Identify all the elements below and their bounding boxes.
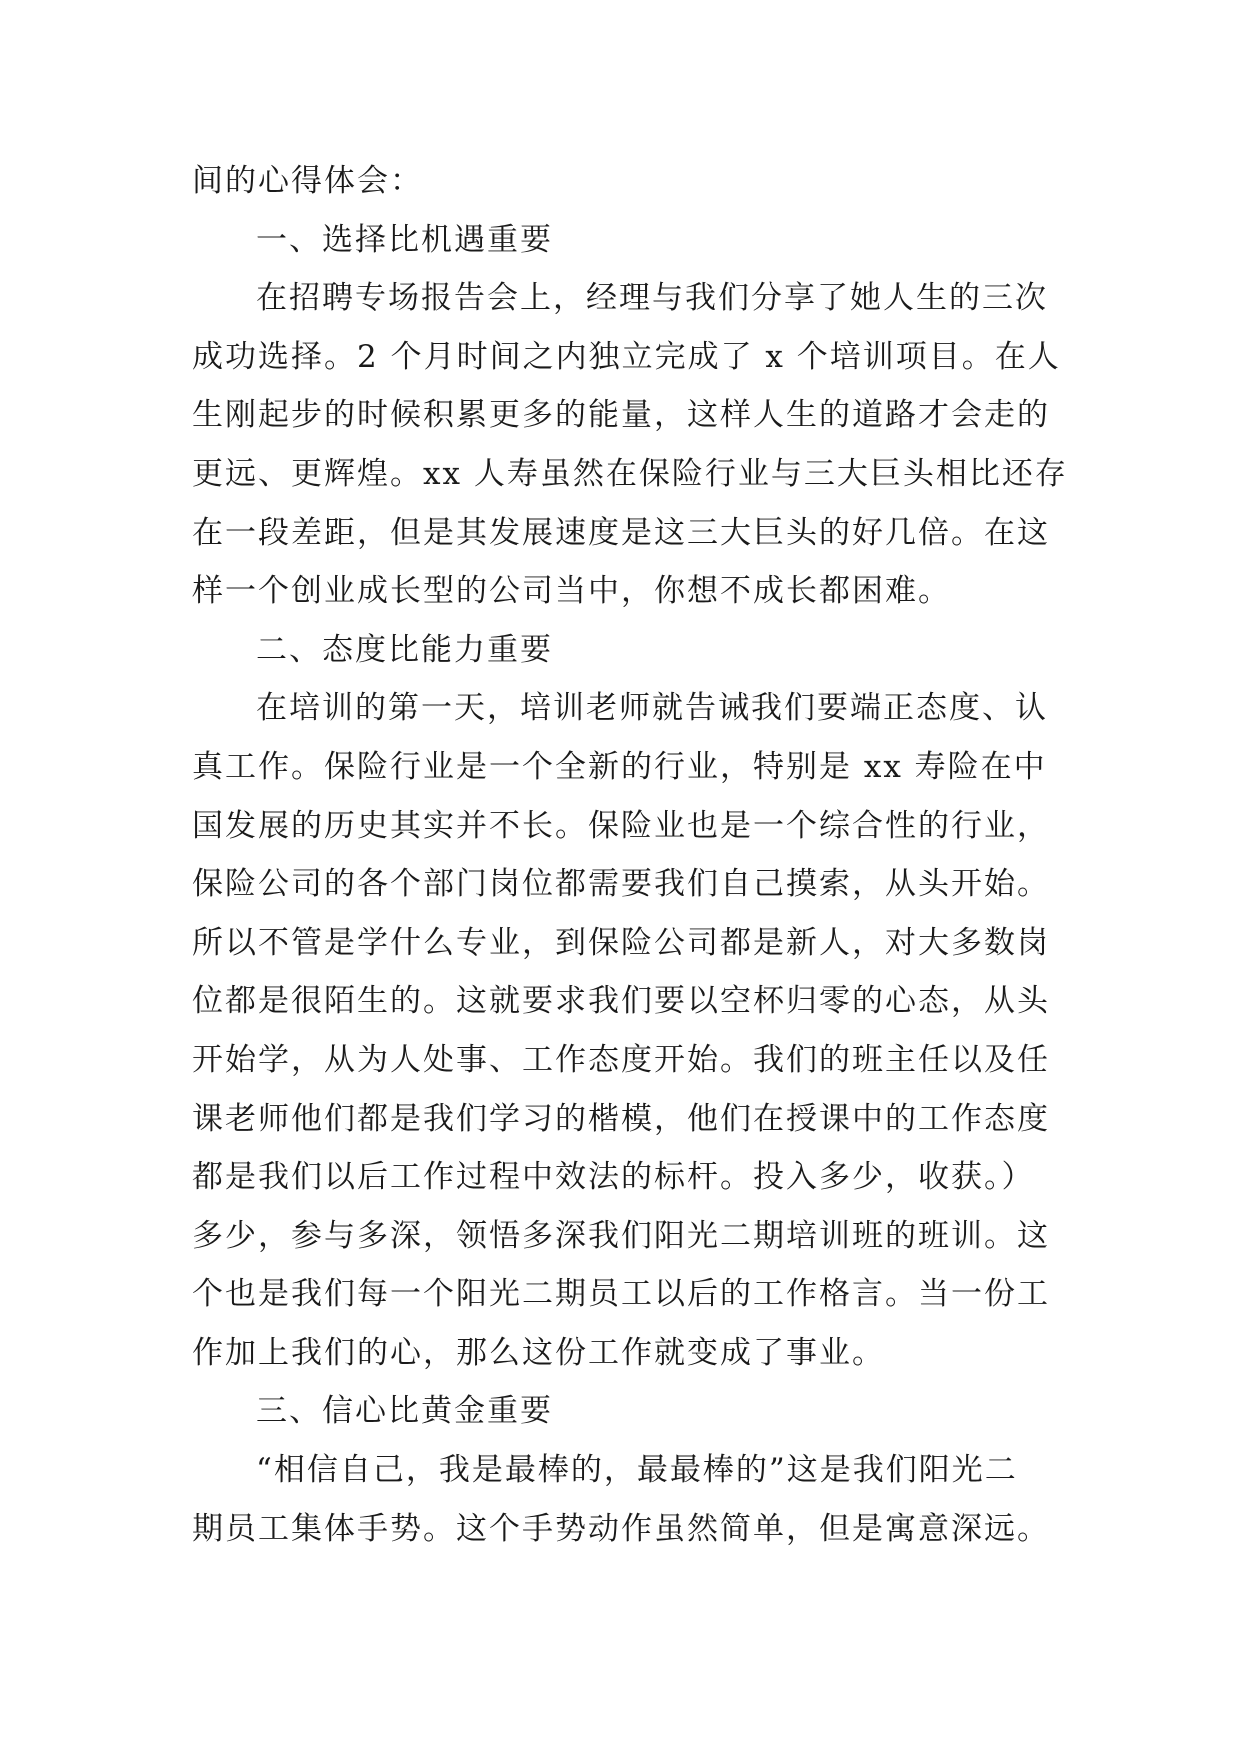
text-line: 在招聘专场报告会上，经理与我们分享了她人生的三次 bbox=[256, 280, 1048, 317]
text-line: 间的心得体会： bbox=[192, 163, 423, 199]
section-heading: 三、信心比黄金重要 bbox=[256, 1393, 553, 1430]
document-body bbox=[192, 152, 1068, 1558]
text-line: “相信自己，我是最棒的，最最棒的”这是我们阳光二 bbox=[256, 1452, 1018, 1489]
text-line: 课老师他们都是我们学习的楷模，他们在授课中的工作态度 bbox=[192, 1100, 1050, 1137]
text-line: 位都是很陌生的。这就要求我们要以空杯归零的心态，从头 bbox=[192, 983, 1050, 1020]
text-line: 作加上我们的心，那么这份工作就变成了事业。 bbox=[192, 1334, 885, 1371]
text-line: 生刚起步的时候积累更多的能量，这样人生的道路才会走的 bbox=[192, 397, 1050, 434]
text-line: 开始学，从为人处事、工作态度开始。我们的班主任以及任 bbox=[192, 1041, 1050, 1078]
text-line: 所以不管是学什么专业，到保险公司都是新人，对大多数岗 bbox=[192, 924, 1050, 961]
text-line: 都是我们以后工作过程中效法的标杆。投入多少，收获。） bbox=[192, 1159, 1035, 1196]
text-line: 期员工集体手势。这个手势动作虽然简单，但是寓意深远。 bbox=[192, 1510, 1050, 1547]
text-line: 真工作。保险行业是一个全新的行业，特别是 xx 寿险在中 bbox=[192, 748, 1047, 785]
text-line: 多少，参与多深，领悟多深我们阳光二期培训班的班训。这 bbox=[192, 1217, 1050, 1254]
text-line: 在一段差距，但是其发展速度是这三大巨头的好几倍。在这 bbox=[192, 514, 1050, 551]
text-line: 保险公司的各个部门岗位都需要我们自己摸索，从头开始。 bbox=[192, 866, 1050, 903]
section-heading: 一、选择比机遇重要 bbox=[256, 221, 553, 258]
text-line: 国发展的历史其实并不长。保险业也是一个综合性的行业， bbox=[192, 807, 1050, 844]
text-line: 样一个创业成长型的公司当中，你想不成长都困难。 bbox=[192, 573, 951, 610]
text-line: 个也是我们每一个阳光二期员工以后的工作格言。当一份工 bbox=[192, 1276, 1050, 1313]
text-line: 在培训的第一天，培训老师就告诫我们要端正态度、认 bbox=[256, 690, 1048, 727]
text-line: 成功选择。2 个月时间之内独立完成了 x 个培训项目。在人 bbox=[192, 338, 1061, 375]
section-heading: 二、态度比能力重要 bbox=[256, 631, 553, 668]
text-line: 更远、更辉煌。xx 人寿虽然在保险行业与三大巨头相比还存 bbox=[192, 455, 1068, 492]
